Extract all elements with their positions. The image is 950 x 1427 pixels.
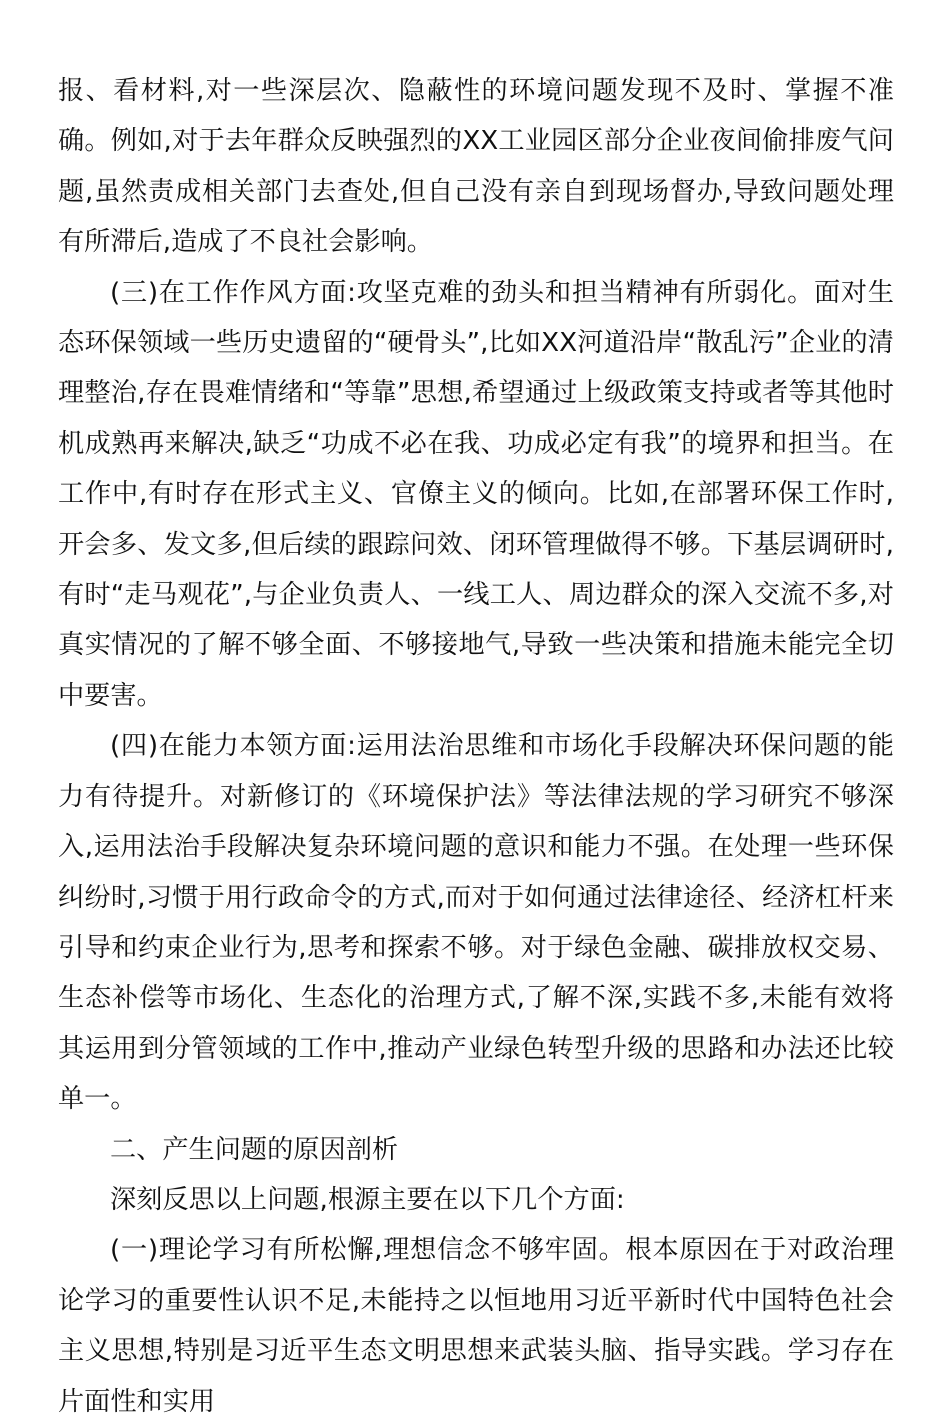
paragraph-continued-text: 报、看材料,对一些深层次、隐蔽性的环境问题发现不及时、掌握不准确。例如,对于去年群众反映强烈的XX工业园区部分企业夜间偷排废气问题,虽然责成相关部门去查处,但自己没有亲自到现场督办,导致问题处理有所滞后,造成了不良社会影响。 <box>58 76 894 258</box>
paragraph-ability: (四)在能力本领方面:运用法治思维和市场化手段解决环保问题的能力有待提升。对新修订的《环境保护法》等法律法规的学习研究不够深入,运用法治手段解决复杂环境问题的意识和能力不强。在处理一些环保纠纷时,习惯于用行政命令的方式,而对于如何通过法律途径、经济杠杆来引导和约束企业行为,思考和探索不够。对于绿色金融、碳排放权交易、生态补偿等市场化、生态化的治理方式,了解不深,实践不多,未能有效将其运用到分管领域的工作中,推动产业绿色转型升级的思路和办法还比较单一。 <box>58 731 894 1115</box>
paragraph-work-style: (三)在工作作风方面:攻坚克难的劲头和担当精神有所弱化。面对生态环保领域一些历史遗留的“硬骨头”,比如XX河道沿岸“散乱污”企业的清理整治,存在畏难情绪和“等靠”思想,希望通过上级政策支持或者等其他时机成熟再来解决,缺乏“功成不必在我、功成必定有我”的境界和担当。在工作中,有时存在形式主义、官僚主义的倾向。比如,在部署环保工作时,开会多、发文多,但后续的跟踪问效、闭环管理做得不够。下基层调研时,有时“走马观花”,与企业负责人、一线工人、周边群众的深入交流不多,对真实情况的了解不够全面、不够接地气,导致一些决策和措施未能完全切中要害。 <box>58 277 894 711</box>
section-heading-cause-analysis: 二、产生问题的原因剖析 <box>110 1134 399 1165</box>
paragraph-reflection-intro: 深刻反思以上问题,根源主要在以下几个方面: <box>110 1184 625 1215</box>
paragraph-theory-study: (一)理论学习有所松懈,理想信念不够牢固。根本原因在于对政治理论学习的重要性认识不足,未能持之以恒地用习近平新时代中国特色社会主义思想,特别是习近平生态文明思想来武装头脑、指导实践。学习存在片面性和实用 <box>58 1235 894 1417</box>
document-body <box>58 66 894 1427</box>
